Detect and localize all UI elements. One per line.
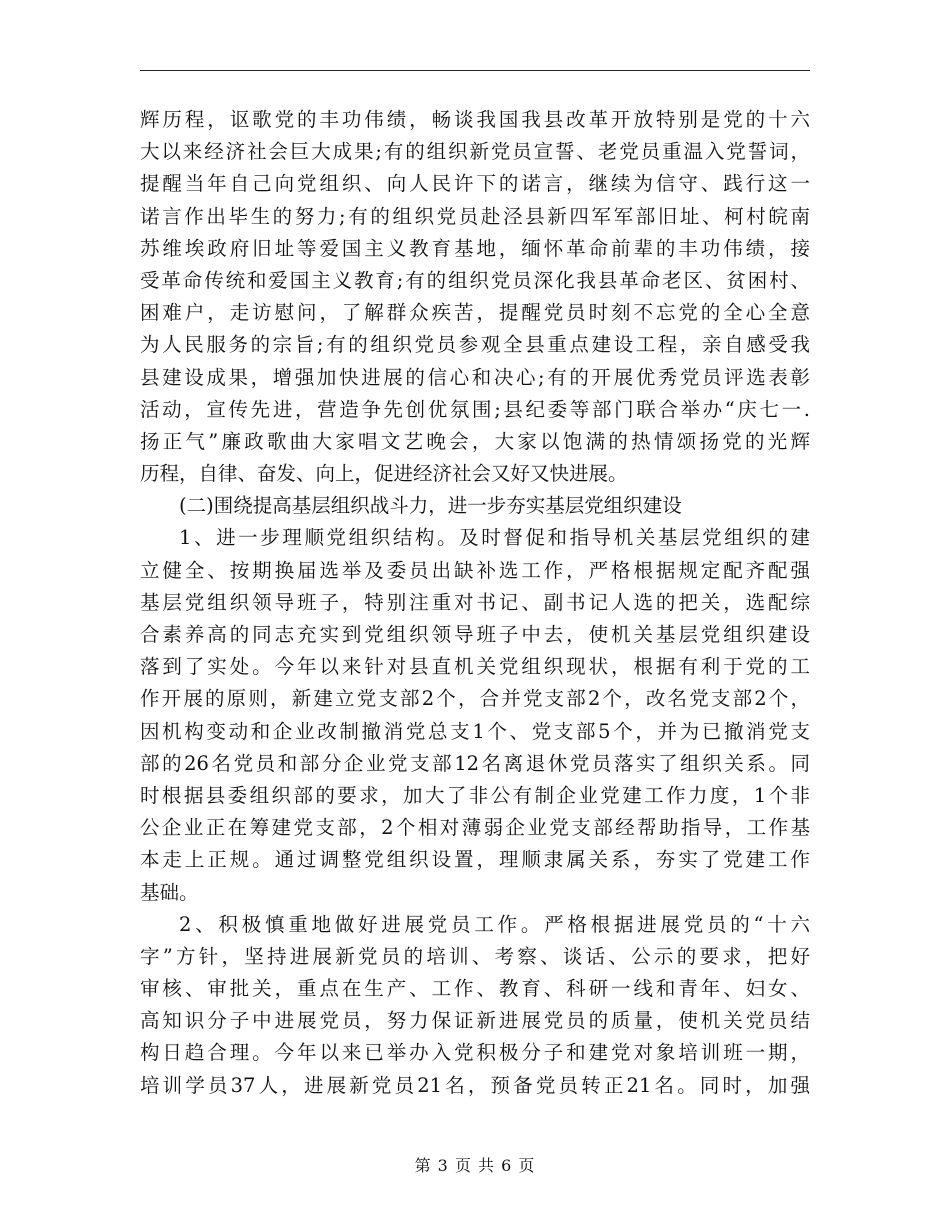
paragraph-line: 落到了实处。今年以来针对县直机关党组织现状，根据有利于党的工	[140, 655, 810, 679]
paragraph-line: 本走上正规。通过调整党组织设置，理顺隶属关系，夯实了党建工作	[140, 848, 810, 872]
paragraph-line: 提醒当年自己向党组织、向人民许下的诺言，继续为信守、践行这一	[140, 172, 810, 196]
paragraph-line: 时根据县委组织部的要求，加大了非公有制企业党建工作力度，1个非	[140, 783, 810, 807]
paragraph-line: 大以来经济社会巨大成果;有的组织新党员宣誓、老党员重温入党誓词，	[140, 140, 810, 164]
paragraph-line: 字”方针，坚持进展新党员的培训、考察、谈话、公示的要求，把好	[140, 944, 810, 968]
paragraph-line: 诺言作出毕生的努力;有的组织党员赴泾县新四军军部旧址、柯村皖南	[140, 204, 810, 228]
paragraph-line: 基础。	[140, 880, 199, 904]
page-number-footer: 第 3 页 共 6 页	[414, 1156, 536, 1175]
paragraph-line: 培训学员37人，进展新党员21名，预备党员转正21名。同时，加强	[140, 1073, 810, 1097]
paragraph-line: 为人民服务的宗旨;有的组织党员参观全县重点建设工程，亲自感受我	[140, 333, 810, 357]
document-body	[140, 104, 810, 1102]
paragraph-line: 作开展的原则，新建立党支部2个，合并党支部2个，改名党支部2个，	[140, 687, 810, 711]
paragraph-line: 因机构变动和企业改制撤消党总支1个、党支部5个，并为已撤消党支	[140, 719, 810, 743]
paragraph-line: 1、进一步理顺党组织结构。及时督促和指导机关基层党组织的建	[179, 526, 810, 550]
section-heading: (二)围绕提高基层组织战斗力，进一步夯实基层党组织建设	[179, 494, 682, 518]
paragraph-line: 困难户，走访慰问，了解群众疾苦，提醒党员时刻不忘党的全心全意	[140, 301, 810, 325]
paragraph-line: 受革命传统和爱国主义教育;有的组织党员深化我县革命老区、贫困村、	[140, 268, 810, 292]
paragraph-line: 立健全、按期换届选举及委员出缺补选工作，严格根据规定配齐配强	[140, 558, 810, 582]
header-rule	[140, 70, 810, 71]
paragraph-line: 公企业正在筹建党支部，2个相对薄弱企业党支部经帮助指导，工作基	[140, 816, 810, 840]
paragraph-line: 构日趋合理。今年以来已举办入党积极分子和建党对象培训班一期，	[140, 1041, 810, 1065]
paragraph-line: 2、积极慎重地做好进展党员工作。严格根据进展党员的“十六	[179, 912, 810, 936]
paragraph-line: 扬正气”廉政歌曲大家唱文艺晚会，大家以饱满的热情颂扬党的光辉	[140, 429, 810, 453]
paragraph-line: 高知识分子中进展党员，努力保证新进展党员的质量，使机关党员结	[140, 1009, 810, 1033]
paragraph-line: 基层党组织领导班子，特别注重对书记、副书记人选的把关，选配综	[140, 590, 810, 614]
paragraph-line: 活动，宣传先进，营造争先创优氛围;县纪委等部门联合举办“庆七一.	[140, 397, 810, 421]
paragraph-line: 历程，自律、奋发、向上，促进经济社会又好又快进展。	[140, 462, 628, 486]
paragraph-line: 部的26名党员和部分企业党支部12名离退休党员落实了组织关系。同	[140, 751, 810, 775]
paragraph-line: 合素养高的同志充实到党组织领导班子中去，使机关基层党组织建设	[140, 623, 810, 646]
paragraph-line: 辉历程，讴歌党的丰功伟绩，畅谈我国我县改革开放特别是党的十六	[140, 108, 810, 131]
paragraph-line: 县建设成果，增强加快进展的信心和决心;有的开展优秀党员评选表彰	[140, 365, 810, 389]
paragraph-line: 苏维埃政府旧址等爱国主义教育基地，缅怀革命前辈的丰功伟绩，接	[140, 236, 810, 260]
paragraph-line: 审核、审批关，重点在生产、工作、教育、科研一线和青年、妇女、	[140, 977, 810, 1001]
